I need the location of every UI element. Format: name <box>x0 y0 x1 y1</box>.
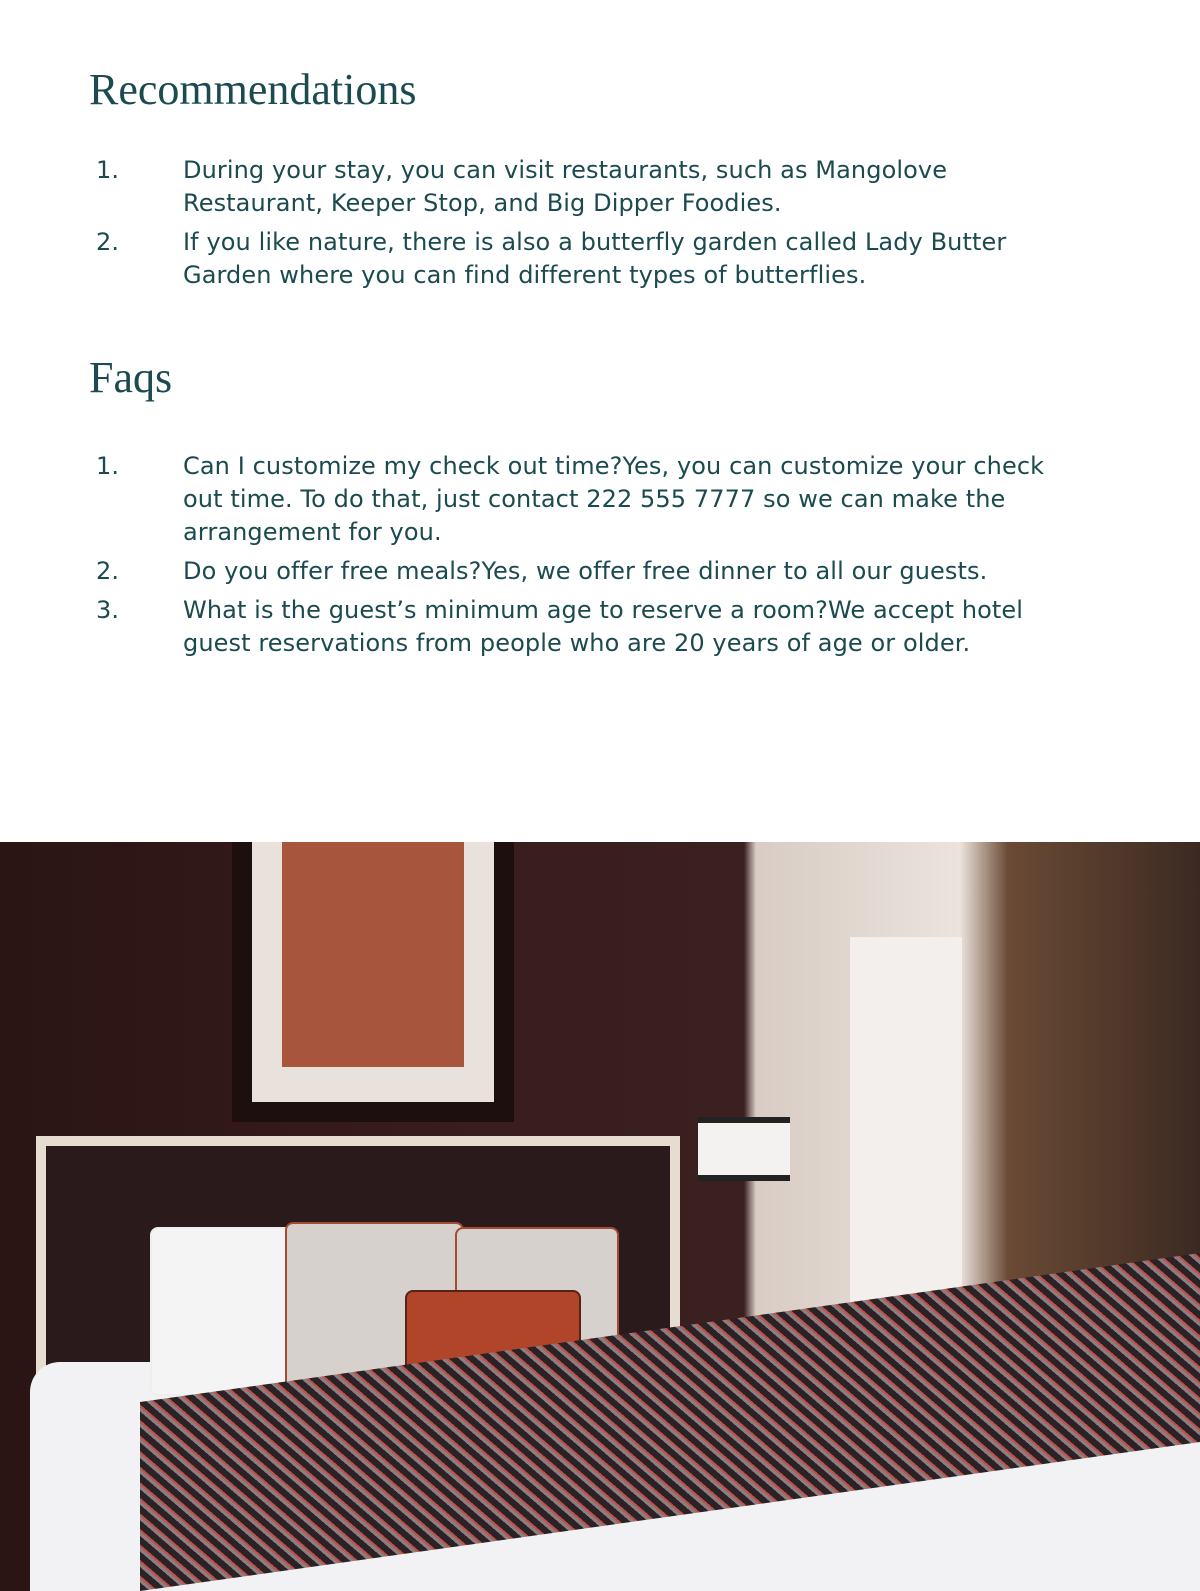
list-item <box>0 154 1073 220</box>
item-number: 1. <box>96 156 120 184</box>
list-item <box>0 555 1073 588</box>
hotel-room-photo <box>0 842 1200 1591</box>
item-text: Can I customize my check out time?Yes, you can customize your check out time. To do that, just contact 222 555 7777 so we can make the arrangement for you. <box>183 452 1045 546</box>
item-number: 2. <box>96 228 120 256</box>
item-number: 3. <box>96 596 120 624</box>
item-text: What is the guest’s minimum age to reserve a room?We accept hotel guest reservations from people who are 20 years of age or older. <box>183 596 1024 657</box>
list-item <box>0 226 1073 292</box>
recommendations-list <box>0 154 1100 298</box>
item-text: If you like nature, there is also a butterfly garden called Lady Butter Garden where you can find different types of butterflies. <box>183 228 1007 289</box>
list-item <box>0 450 1073 549</box>
faqs-heading: Faqs <box>89 353 173 402</box>
item-number: 2. <box>96 557 120 585</box>
pillow <box>150 1227 304 1396</box>
wall-art <box>232 842 514 1122</box>
wall-lamp <box>698 1117 790 1181</box>
faqs-list <box>0 450 1100 666</box>
item-text: During your stay, you can visit restaurants, such as Mangolove Restaurant, Keeper Stop, and Big Dipper Foodies. <box>183 156 948 217</box>
item-text: Do you offer free meals?Yes, we offer free dinner to all our guests. <box>183 557 988 585</box>
recommendations-heading: Recommendations <box>89 65 417 114</box>
item-number: 1. <box>96 452 120 480</box>
list-item <box>0 594 1073 660</box>
